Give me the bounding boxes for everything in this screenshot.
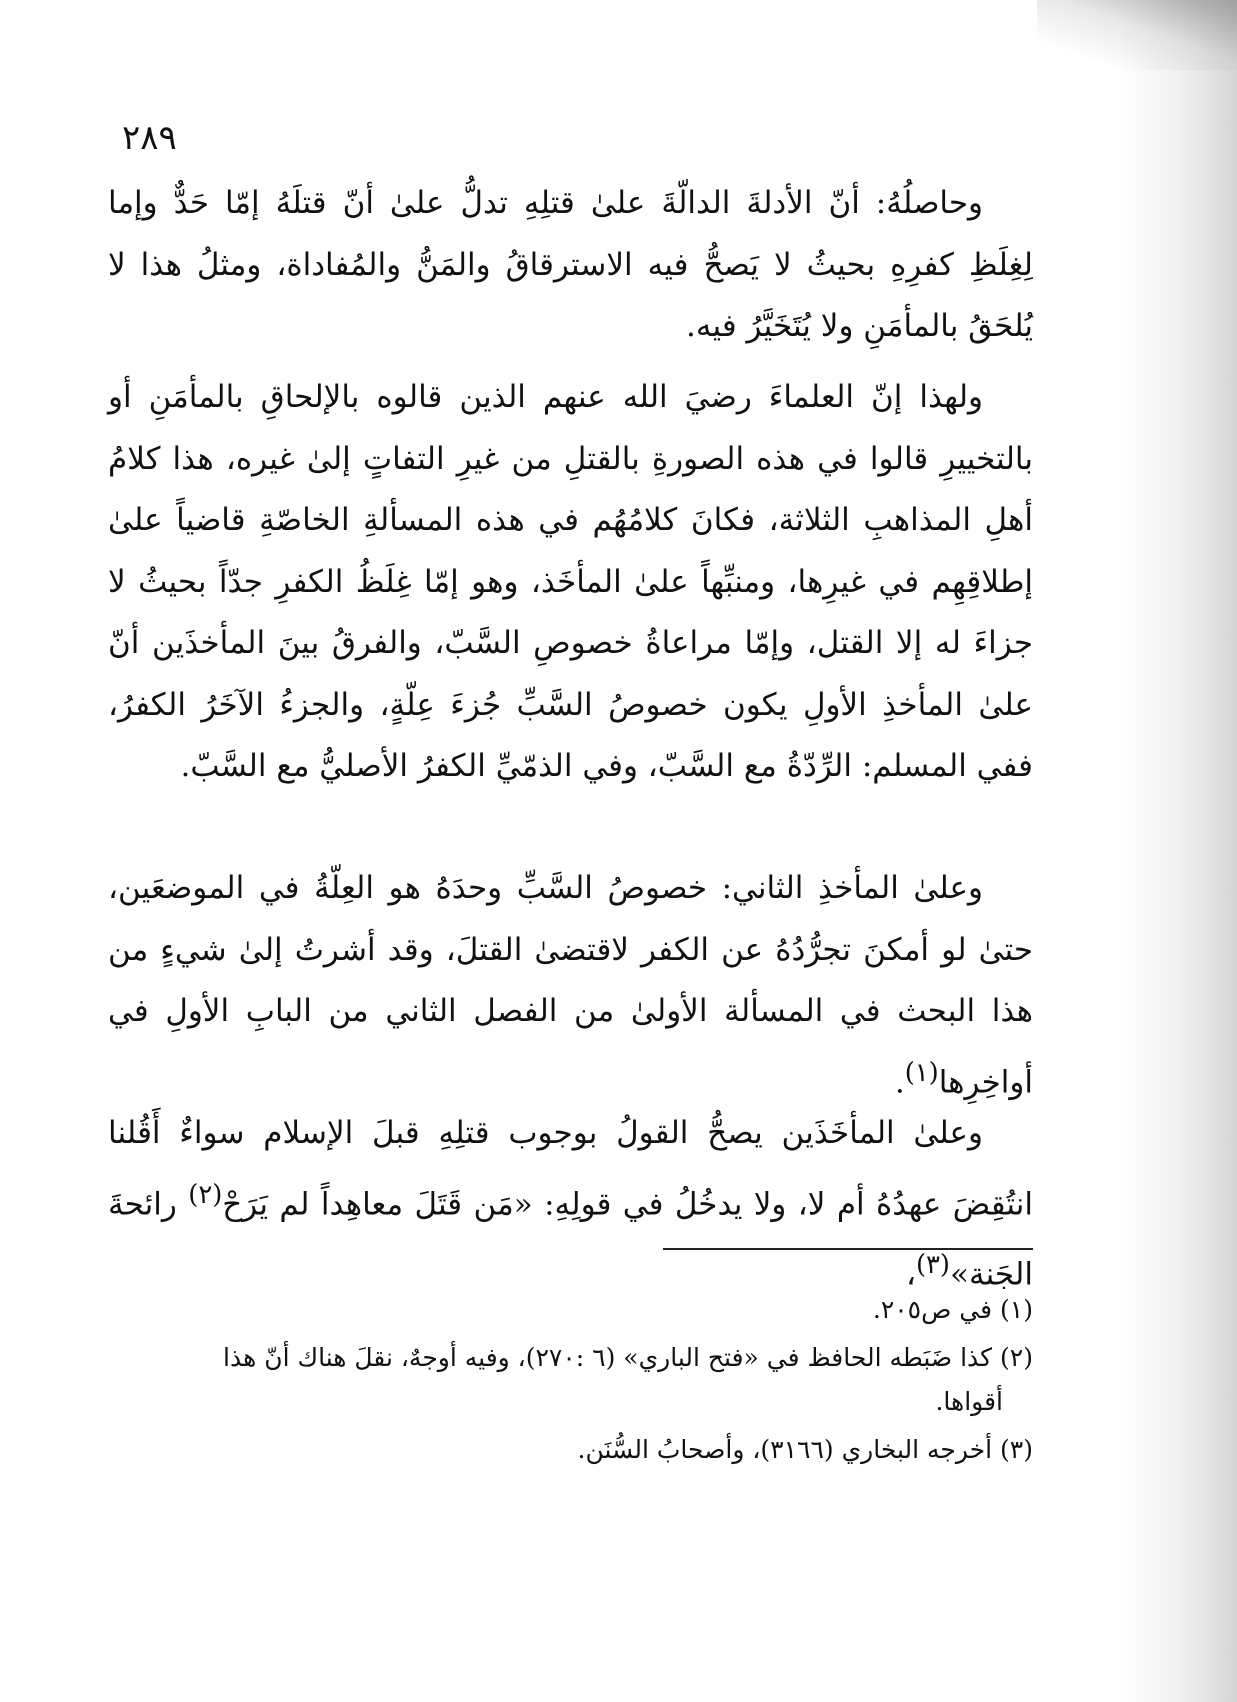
- footnote-3: [108, 1428, 1033, 1472]
- page-number: ٢٨٩: [122, 118, 177, 158]
- paragraph-4-quote-end: رائحةَ الجَنة»: [108, 1185, 1033, 1293]
- paragraph-1: [108, 173, 1033, 358]
- paragraph-1-text: وحاصلُهُ: أنّ الأدلةَ الدالّةَ علىٰ قتلِهِ تدلُّ علىٰ أنّ قتلَهُ إمّا حَدٌّ وإما لِغِلَظِ كفرِهِ بحيثُ لا يَصحُّ فيه الاسترقاقُ والمَنُّ والمُفاداة، ومثلُ هذا لا يُلحَقُ بالمأمَنِ ولا يُتَخَيَّرُ فيه.: [108, 185, 1033, 344]
- footnote-ref-2: (٢): [188, 1179, 223, 1210]
- footnote-3-number: (٣): [1000, 1435, 1033, 1464]
- footnote-1-number: (١): [1000, 1295, 1033, 1324]
- paragraph-2-text: ولهذا إنّ العلماءَ رضيَ الله عنهم الذين قالوه بالإلحاقِ بالمأمَنِ أو بالتخييرِ قالوا في هذه الصورةِ بالقتلِ من غيرِ التفاتٍ إلىٰ غيره، هذا كلامُ أهلِ المذاهبِ الثلاثة، فكانَ كلامُهُم في هذه المسألةِ الخاصّةِ قاضياً علىٰ إطلاقِهِم في غيرِها، ومنبِّهاً علىٰ المأخَذ، وهو إمّا غِلَظُ الكفرِ جدّاً بحيثُ لا جزاءَ له إلا القتل، وإمّا مراعاةُ خصوصِ السَّبّ، والفرقُ بينَ المأخذَين أنّ علىٰ المأخذِ الأولِ يكون خصوصُ السَّبِّ جُزءَ عِلّةٍ، والجزءُ الآخَرُ الكفرُ، ففي المسلم: الرِّدّةُ مع السَّبّ، وفي الذمّيِّ الكفرُ الأصليُّ مع السَّبّ.: [108, 379, 1033, 784]
- paragraph-4: [108, 1103, 1033, 1306]
- footnote-ref-1: (١): [904, 1057, 939, 1088]
- footnote-3-text: أخرجه البخاري (٣١٦٦)، وأصحابُ السُّنَن.: [577, 1435, 993, 1464]
- paragraph-3-block: [108, 858, 1033, 1113]
- scan-shadow-edge: [1117, 0, 1237, 1702]
- paragraph-3: [108, 858, 1033, 1113]
- paragraph-3-text: وعلىٰ المأخذِ الثاني: خصوصُ السَّبِّ وحدَهُ هو العِلّةُ في الموضعَين، حتىٰ لو أمكنَ تجرُّدُهُ عن الكفر لاقتضىٰ القتلَ، وقد أشرتُ إلىٰ شيءٍ من هذا البحث في المسألة الأولىٰ من الفصل الثاني من البابِ الأولِ في أواخِرِها: [108, 870, 1033, 1100]
- footnotes: [108, 1288, 1033, 1476]
- paragraph-4-text: وعلىٰ المأخَذَين يصحُّ القولُ بوجوب قتلِهِ قبلَ الإسلام سواءٌ أَقُلنا انتُقِضَ عهدُهُ أم لا، ولا يدخُلُ في قولِهِ: «مَن قَتَلَ معاهِداً لم يَرَحْ: [108, 1115, 1033, 1222]
- paragraph-2: [108, 367, 1033, 798]
- paragraph-4-block: [108, 1103, 1033, 1306]
- footnote-2-number: (٢): [1000, 1343, 1033, 1372]
- paragraph-4-end: ،: [905, 1256, 916, 1293]
- footnote-2: [108, 1336, 1033, 1424]
- footnote-divider: [663, 1248, 1033, 1250]
- paragraph-3-period: .: [894, 1063, 905, 1100]
- footnote-2-text: كذا ضَبَطه الحافظ في «فتح الباري» (٦ :٢٧٠)، وفيه أوجهٌ، نقلَ هناك أنّ هذا: [223, 1343, 993, 1372]
- footnote-1: [108, 1288, 1033, 1332]
- footnote-ref-3: (٣): [915, 1250, 950, 1281]
- scan-shadow-corner: [1037, 0, 1237, 70]
- footnote-1-text: في ص٢٠٥.: [872, 1295, 993, 1324]
- footnote-2-continuation: أقواها.: [935, 1387, 1003, 1416]
